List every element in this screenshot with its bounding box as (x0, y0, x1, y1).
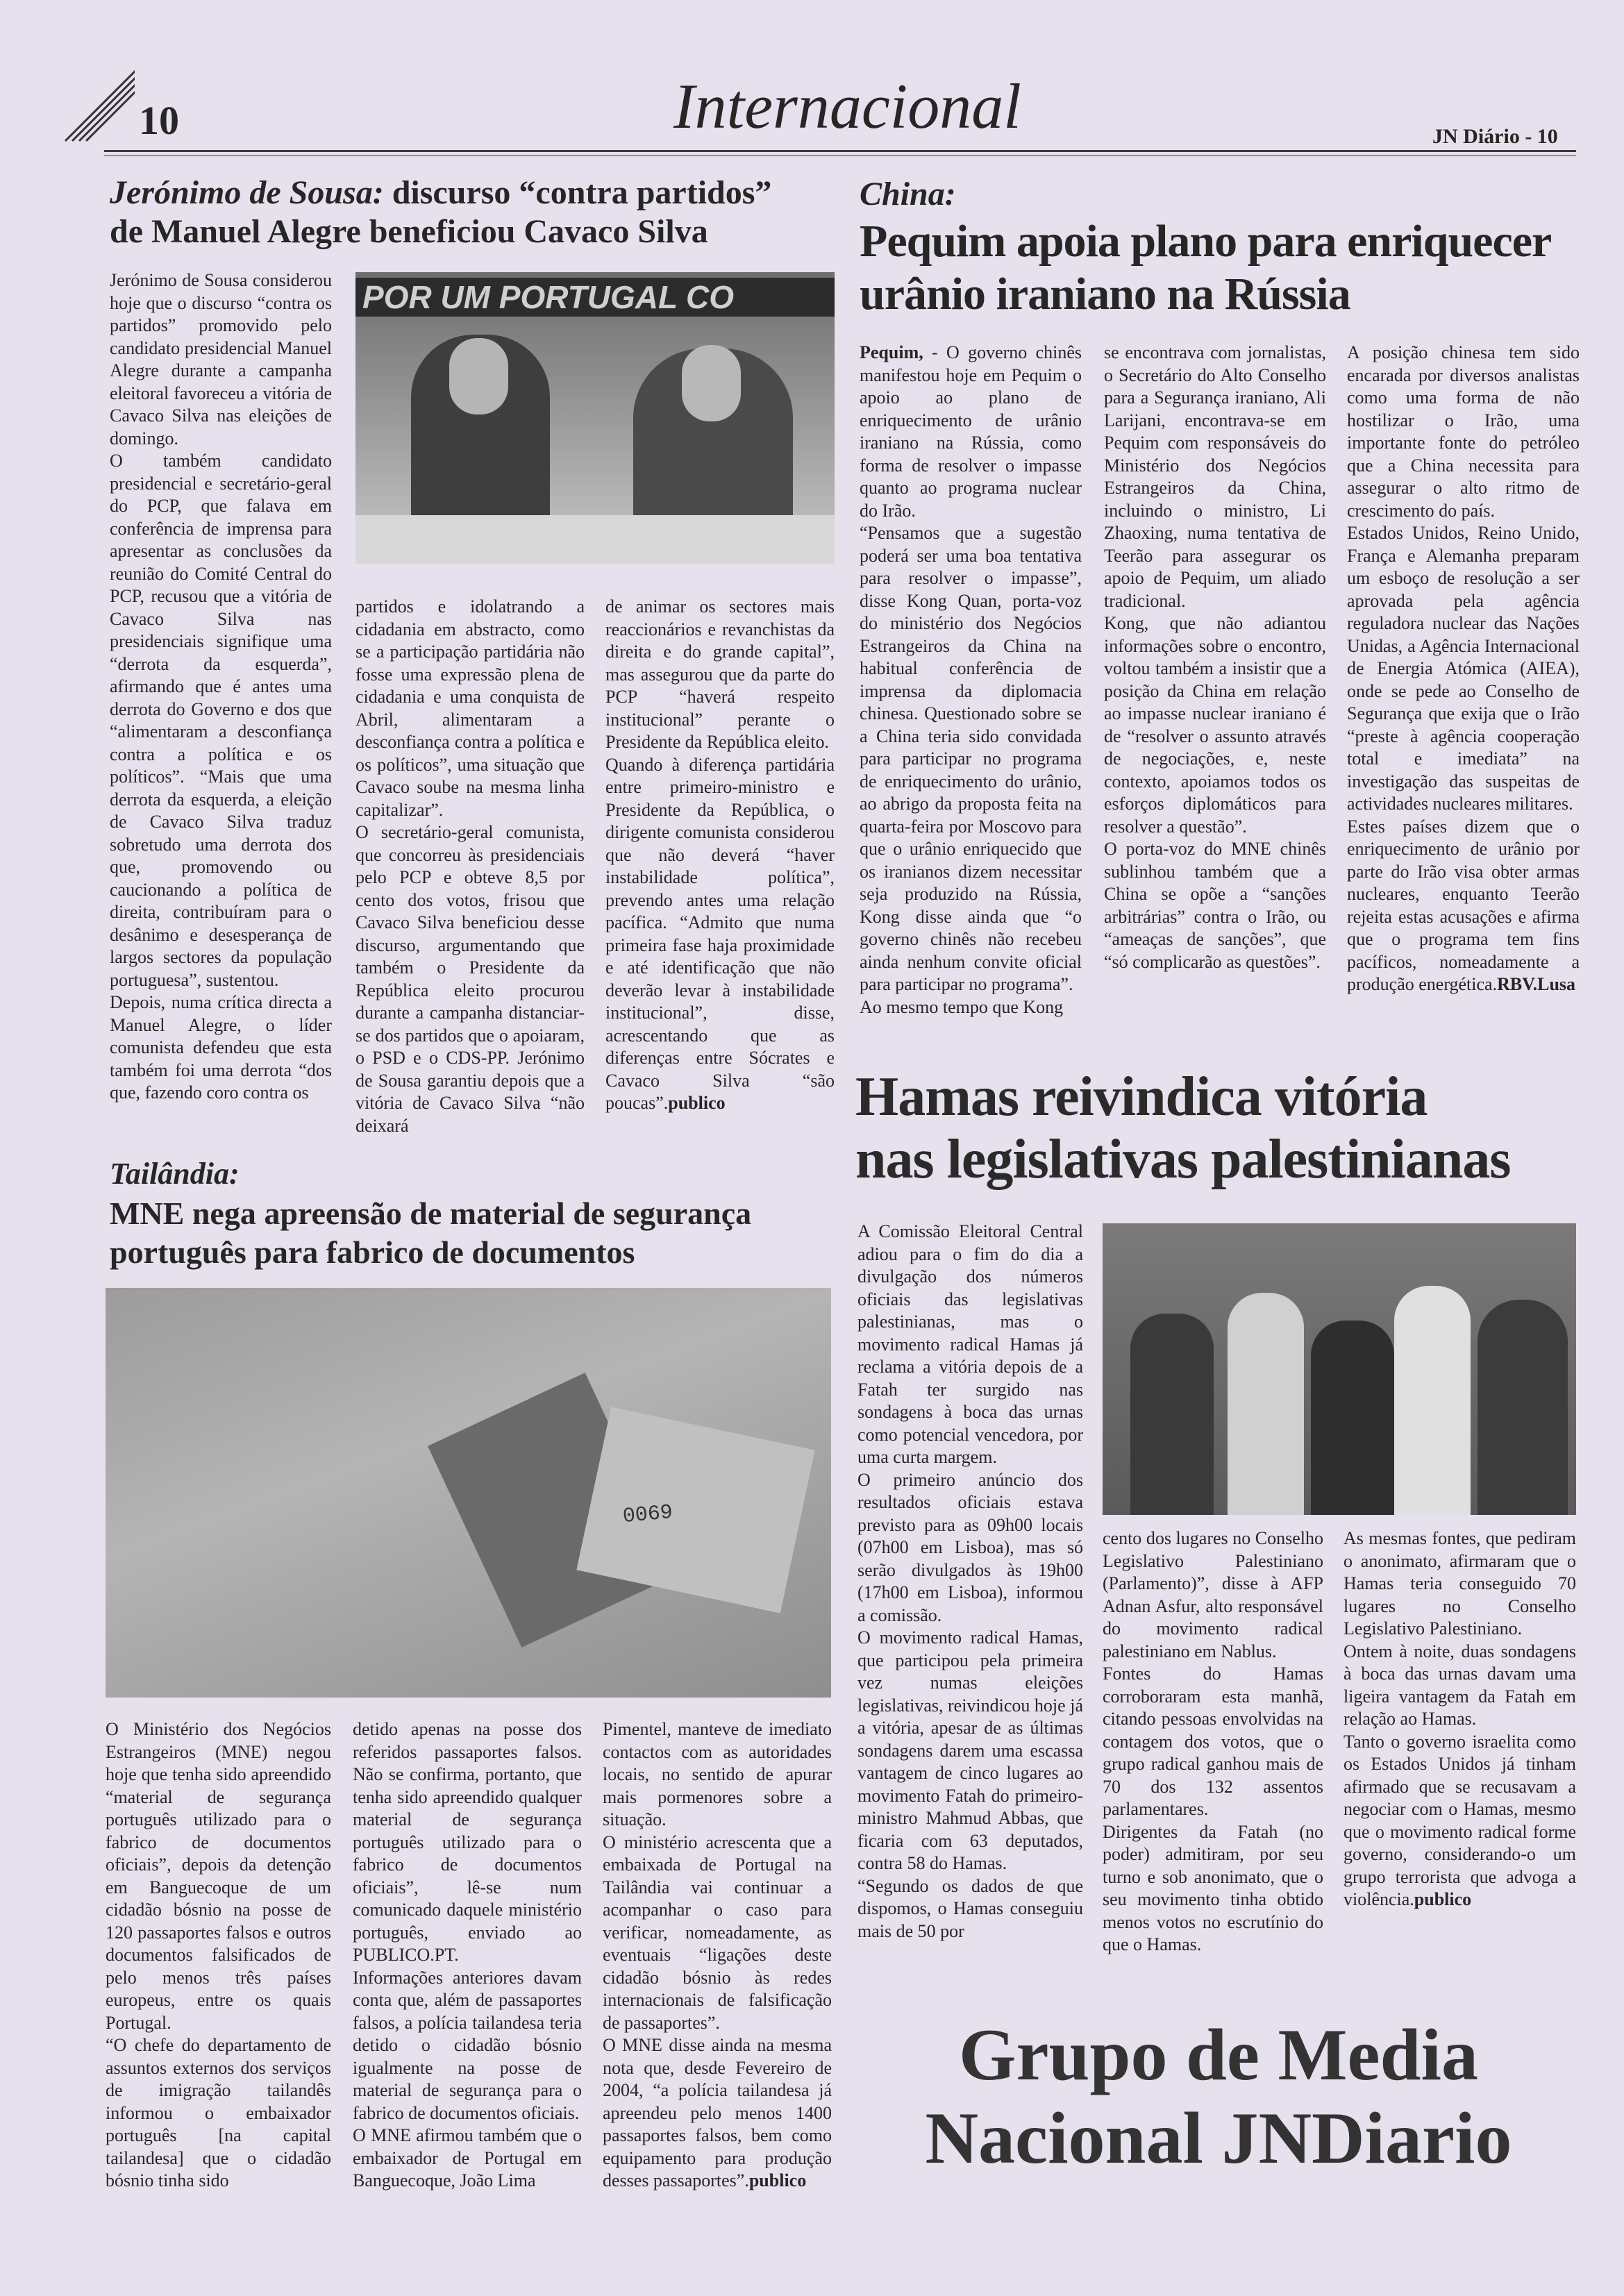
article2-col3-text: A posição chinesa tem sido encarada por diversos analistas como uma forma de não hostilizar o Irão, uma importante fonte do petróleo que a China necessita para assegurar o alto ritmo de crescimento do país. Estados Unidos, Reino Unido, França e Alemanha preparam um esboço de resolução a ser aprovada pela agência reguladora nuclear das Nações Unidas, a Agência Internacional de Energia Atómica (AIEA), onde se pede ao Conselho de Segurança que exija que o Irão “preste à agência cooperação total e imediata” na investigação das suspeitas de actividades nucleares militares. Estes países dizem que o enriquecimento de urânio por parte do Irão visa obter armas nucleares, enquanto Teerão rejeita estas acusações e afirma que o programa tem fins pacíficos, nomeadamente a produção energética. (1347, 342, 1580, 994)
passport-label: 0069 (621, 1500, 674, 1530)
article2-headline (860, 215, 1596, 321)
article4-headline (855, 1066, 1598, 1191)
article2-dateline: Pequim, (860, 342, 923, 362)
stripes-icon (58, 68, 135, 144)
article3-title-line1: MNE nega apreensão de material de segurança (110, 1196, 752, 1231)
header-rule (104, 150, 1576, 152)
article2-col1 (860, 342, 1082, 1019)
article2-source: RBV.Lusa (1497, 974, 1576, 994)
article1-title-line1: discurso “contra partidos” (392, 174, 772, 211)
article4-col2-text: cento dos lugares no Conselho Legislativo Palestiniano (Parlamento)”, disse à AFP Adnan Asfur, alto responsável do movimento radical palestiniano em Nablus. Fontes do Hamas corroboraram esta manhã, citando pessoas envolvidas na contagem dos votos, que o grupo radical ganhou mais de 70 dos 132 assentos parlamentares. Dirigentes da Fatah (no poder) admitiram, por seu turno e sob anonimato, que o seu movimento tinha obtido menos votos no escrutínio do que o Hamas. (1103, 1528, 1323, 1954)
article2-col3 (1347, 342, 1580, 996)
article4-source: publico (1414, 1889, 1472, 1909)
article3-title-line2: português para fabrico de documentos (110, 1234, 635, 1270)
section-title: Internacional (673, 71, 1021, 142)
article2-col2 (1104, 342, 1326, 973)
article3-col2 (353, 1718, 582, 2193)
article4-title-line1: Hamas reivindica vitória (855, 1066, 1428, 1128)
article1-col3 (605, 596, 835, 1115)
article1-photo (355, 272, 835, 564)
article4-col3 (1343, 1527, 1576, 1911)
article3-col3-text: Pimentel, manteve de imediato contactos com as autoridades locais, no sentido de apurar mais pormenores sobre a situação. O ministério acrescenta que a embaixada de Portugal na Tailândia vai continuar a acompanhar o caso para verificar, nomeadamente, as eventuais “ligações deste cidadão bósnio às redes internacionais de falsificação de passaportes”. O MNE disse ainda na mesma nota que, desde Fevereiro de 2004, “a polícia tailandesa já apreendeu pelo menos 1400 passaportes falsos, bem como equipamento para produção desses passaportes”. (603, 1719, 832, 2190)
table (355, 515, 835, 564)
footer-banner-line1: Grupo de Media (959, 2014, 1478, 2095)
header-logo (58, 68, 135, 144)
article3-kicker: Tailândia: (110, 1157, 240, 1191)
article4-photo (1103, 1223, 1576, 1515)
article2-kicker: China: (860, 176, 956, 212)
article3-col1 (106, 1718, 331, 2193)
article2-title-line1: Pequim apoia plano para enriquecer (860, 216, 1552, 267)
article4-col1 (857, 1221, 1083, 1943)
article1-col1 (110, 269, 332, 1105)
article1-col2 (355, 596, 585, 1137)
article1-col3-text: de animar os sectores mais reaccionários e revanchistas da direita e do grande capital”, mas assegurou que da parte do PCP “haverá respeito institucional” perante o Presidente da República eleito. Quando à diferença partidária entre primeiro-ministro e Presidente da República, o dirigente comunista considerou que não deverá “haver instabilidade política”, prevendo antes uma relação pacífica. “Admito que numa primeira fase haja proximidade e até identificação que não deverão levar à instabilidade institucional”, disse, acrescentando que as diferenças entre Sócrates e Cavaco Silva “são poucas”. (605, 596, 835, 1113)
article4-col1-text: A Comissão Eleitoral Central adiou para o fim do dia a divulgação dos números oficiais das legislativas palestinianas, mas o movimento radical Hamas já reclama a vitória depois de a Fatah ter surgido nas sondagens à boca das urnas como potencial vencedora, por uma curta margem. O primeiro anúncio dos resultados oficiais estava previsto para as 09h00 locais (07h00 em Lisboa), mas só serão divulgados às 19h00 (17h00 em Lisboa), informou a comissão. O movimento radical Hamas, que participou pela primeira vez numas eleições legislativas, reivindicou hoje já a vitória, apesar de as últimas sondagens darem uma escassa vantagem de cinco lugares ao movimento Fatah do primeiro-ministro Mahmud Abbas, que ficaria com 63 deputados, contra 58 do Hamas. “Segundo os dados de que dispomos, o Hamas conseguiu mais de 50 por (857, 1221, 1083, 1941)
article3-col2-text: detido apenas na posse dos referidos passaportes falsos. Não se confirma, portanto, que tenha sido apreendido qualquer material de segurança português utilizado para o fabrico de documentos oficiais”, lê-se num comunicado daquele ministério português, enviado ao PUBLICO.PT. Informações anteriores davam conta que, além de passaportes falsos, a polícia tailandesa teria detido o cidadão bósnio igualmente na posse de material de segurança para o fabrico de documentos oficiais. O MNE afirmou também que o embaixador de Portugal em Banguecoque, João Lima (353, 1719, 582, 2190)
article1-headline (110, 174, 839, 251)
article4-col3-text: As mesmas fontes, que pediram o anonimato, afirmaram que o Hamas teria conseguido 70 lugares no Conselho Legislativo Palestiniano. Ontem à noite, duas sondagens à boca das urnas davam uma ligeira vantagem da Fatah em relação ao Hamas. Tanto o governo israelita como os Estados Unidos já tinham afirmado que se recusavam a negociar com o Hamas, mesmo que o movimento radical forme governo, considerando-o um grupo terrorista que advoga a violência. (1343, 1528, 1576, 1909)
crowd-figure-5 (1477, 1300, 1568, 1515)
article3-col1-text: O Ministério dos Negócios Estrangeiros (MNE) negou hoje que tenha sido apreendido “material de segurança português utilizado para o fabrico de documentos oficiais”, depois da detenção em Banguecoque de um cidadão bósnio na posse de 120 passaportes falsos e outros documentos falsificados de pelo menos três países europeus, entre os quais Portugal. “O chefe do departamento de assuntos externos dos serviços de imigração tailandês informou o embaixador português [na capital tailandesa] que o cidadão bósnio tinha sido (106, 1719, 331, 2190)
article2-title-line2: urânio iraniano na Rússia (860, 269, 1350, 319)
page-number: 10 (139, 98, 179, 143)
article1-col2-text: partidos e idolatrando a cidadania em abstracto, como se a participação partidária não fosse uma expressão plena de cidadania e uma conquista de Abril, alimentaram a desconfiança contra a política e os políticos”, uma situação que Cavaco soube na mesma linha capitalizar”. O secretário-geral comunista, que concorreu às presidenciais pelo PCP e obteve 8,5 por cento dos votos, frisou que Cavaco Silva beneficiou desse discurso, argumentando que também o Presidente da República eleito procurou durante a campanha distanciar-se dos partidos que o apoiaram, o PSD e o CDS-PP. Jerónimo de Sousa garantiu depois que a vitória de Cavaco Silva “não deixará (355, 596, 585, 1136)
article1-title-line2: de Manuel Alegre beneficiou Cavaco Silva (110, 213, 708, 250)
article4-col2 (1103, 1527, 1323, 1956)
crowd-figure-4 (1394, 1286, 1471, 1515)
article1-source: publico (668, 1093, 726, 1113)
crowd-figure-1 (1130, 1314, 1214, 1515)
article2-col2-text: se encontrava com jornalistas, o Secretário do Alto Conselho para a Segurança iraniano, Ali Larijani, encontrava-se em Pequim com responsáveis do Ministério dos Negócios Estrangeiros da China, incluindo o ministro, Li Zhaoxing, numa tentativa de Teerão para assegurar os apoio de Pequim, um aliado tradicional. Kong, que não adiantou informações sobre o encontro, voltou também a insistir que a posição da China em relação ao impasse nuclear iraniano é de “resolver o assunto através de negociações, e, neste contexto, apoiamos todos os esforços diplomáticos para resolver a questão”. O porta-voz do MNE chinês sublinhou também que a China se opõe a “sanções arbitrárias” contra o Irão, ou “ameaças de sanções”, que “só complicarão as questões”. (1104, 342, 1326, 972)
article3-source: publico (748, 2170, 807, 2190)
article3-headline (110, 1194, 846, 1272)
article3-col3 (603, 1718, 832, 2193)
photo-banner: POR UM PORTUGAL CO (355, 278, 835, 317)
crowd-figure-3 (1311, 1321, 1394, 1515)
article1-kicker: Jerónimo de Sousa: (110, 174, 384, 211)
article3-photo (106, 1288, 831, 1698)
folio: JN Diário - 10 (1432, 125, 1558, 148)
footer-banner (857, 2013, 1580, 2180)
footer-banner-line2: Nacional JNDiario (925, 2097, 1512, 2179)
article2-col1-text: - O governo chinês manifestou hoje em Pequim o apoio ao plano de enriquecimento de urânio iraniano na Rússia, como forma de resolver o impasse quanto ao programa nuclear do Irão. “Pensamos que a sugestão poderá ser uma boa tentativa para resolver o impasse”, disse Kong Quan, porta-voz do ministério dos Negócios Estrangeiros da China na habitual conferência de imprensa da diplomacia chinesa. Questionado sobre se a China teria sido convidada para participar no programa de enriquecimento do urânio, ao abrigo da proposta feita na quarta-feira por Moscovo para que o urânio enriquecido que os iranianos dizem necessitar seja produzido na Rússia, Kong disse ainda que “o governo chinês não recebeu ainda nenhum convite oficial para participar no programa”. Ao mesmo tempo que Kong (860, 342, 1082, 1017)
article4-title-line2: nas legislativas palestinianas (855, 1129, 1511, 1190)
person-right-face (682, 345, 741, 421)
crowd-figure-2 (1228, 1293, 1304, 1515)
article1-col1-text: Jerónimo de Sousa considerou hoje que o discurso “contra os partidos” promovido pelo candidato presidencial Manuel Alegre durante a campanha eleitoral favoreceu a vitória de Cavaco Silva nas eleições de domingo. O também candidato presidencial e secretário-geral do PCP, que falava em conferência de imprensa para apresentar as conclusões da reunião do Comité Central do PCP, recusou que a vitória de Cavaco Silva nas presidenciais signifique uma “derrota da esquerda”, afirmando que é antes uma derrota do Governo e dos que “alimentaram a desconfiança contra a política e os políticos”. “Mais que uma derrota da esquerda, a eleição de Cavaco Silva traduz sobretudo uma derrota dos que, promovendo ou caucionando a política de direita, contribuíram para o desânimo e desesperança de largos sectores da população portuguesa”, sustentou. Depois, numa crítica directa a Manuel Alegre, o líder comunista defendeu que esta também foi uma derrota “dos que, fazendo coro contra os (110, 270, 332, 1103)
person-left-face (449, 338, 508, 414)
